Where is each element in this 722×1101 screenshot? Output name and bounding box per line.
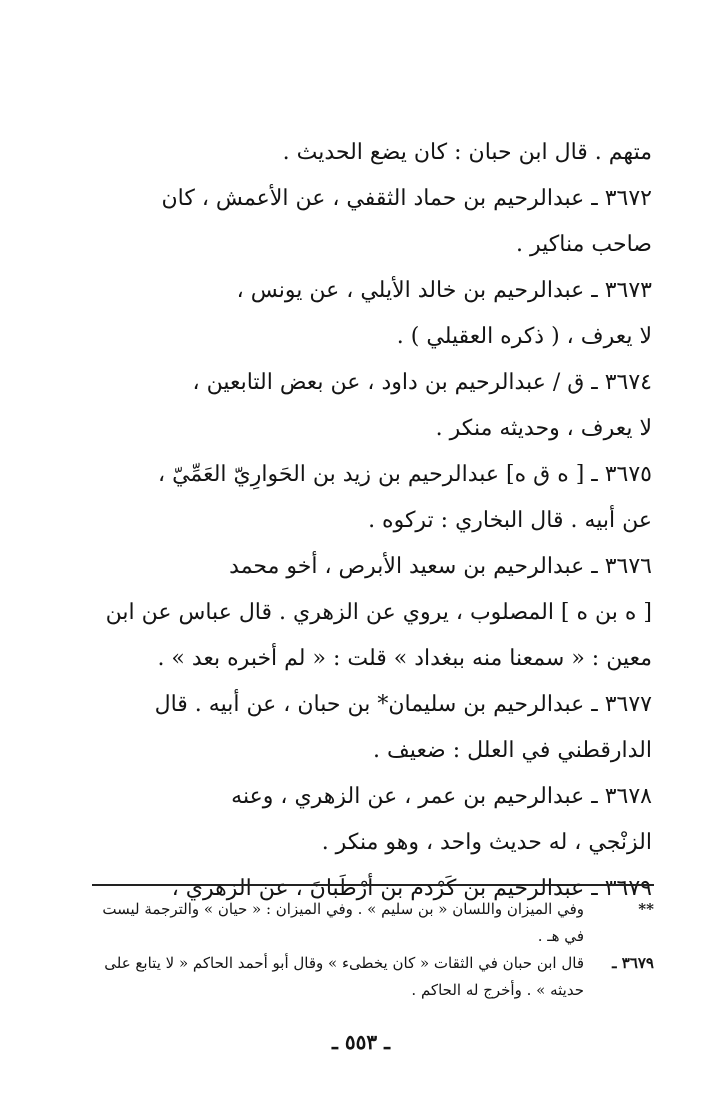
text-line: ٣٦٧٥ ـ [ ه ق ه] عبدالرحيم بن زيد بن الحَوارِيّ العَمِّيّ ، <box>157 462 652 487</box>
text-line: معين : « سمعنا منه ببغداد » قلت : « لم أخبره بعد » . <box>157 646 652 671</box>
text-line: ٣٦٧٢ ـ عبدالرحيم بن حماد الثقفي ، عن الأعمش ، كان <box>161 186 652 211</box>
footnote-text: وفي الميزان واللسان « بن سليم » . وفي الميزان : « حيان » والترجمة ليست في هـ . <box>102 900 584 945</box>
text-line: ٣٦٧٨ ـ عبدالرحيم بن عمر ، عن الزهري ، وعنه <box>231 784 652 809</box>
text-line: عن أبيه . قال البخاري : تركوه . <box>368 508 652 533</box>
footnote-text: قال ابن حبان في الثقات « كان يخطىء » وقال أبو أحمد الحاكم « لا يتابع على حديثه » . وأخرج له الحاكم . <box>104 954 584 999</box>
footnotes <box>92 896 654 1004</box>
text-line: ٣٦٧٣ ـ عبدالرحيم بن خالد الأيلي ، عن يونس ، <box>236 278 652 303</box>
text-line: ٣٦٧٧ ـ عبدالرحيم بن سليمان* بن حبان ، عن أبيه . قال <box>154 692 652 717</box>
text-line: ٣٦٧٤ ـ ق / عبدالرحيم بن داود ، عن بعض التابعين ، <box>192 370 652 395</box>
text-line: متهم . قال ابن حبان : كان يضع الحديث . <box>282 140 652 165</box>
footnote-mark: ٣٦٧٩ ـ <box>612 954 654 972</box>
footnote-mark: ** <box>638 900 654 918</box>
text-line: الزنْجي ، له حديث واحد ، وهو منكر . <box>321 830 652 855</box>
page-number: ـ ٥٥٣ ـ <box>332 1030 390 1054</box>
text-line: [ ه بن ه ] المصلوب ، يروي عن الزهري . قال عباس عن ابن <box>105 600 652 625</box>
footnote <box>92 896 654 950</box>
footnote-divider <box>92 884 654 886</box>
text-line: ٣٦٧٩ ـ عبدالرحيم بن كَرْدم بن أرْطَبانَ ، عن الزهري ، <box>171 876 652 901</box>
text-line: لا يعرف ، ( ذكره العقيلي ) . <box>396 324 652 349</box>
text-line: صاحب مناكير . <box>516 232 652 257</box>
text-line: الدارقطني في العلل : ضعيف . <box>373 738 652 763</box>
text-line: ٣٦٧٦ ـ عبدالرحيم بن سعيد الأبرص ، أخو محمد <box>229 554 652 579</box>
text-line: لا يعرف ، وحديثه منكر . <box>435 416 652 441</box>
main-text <box>92 130 652 912</box>
footnote <box>92 950 654 1004</box>
